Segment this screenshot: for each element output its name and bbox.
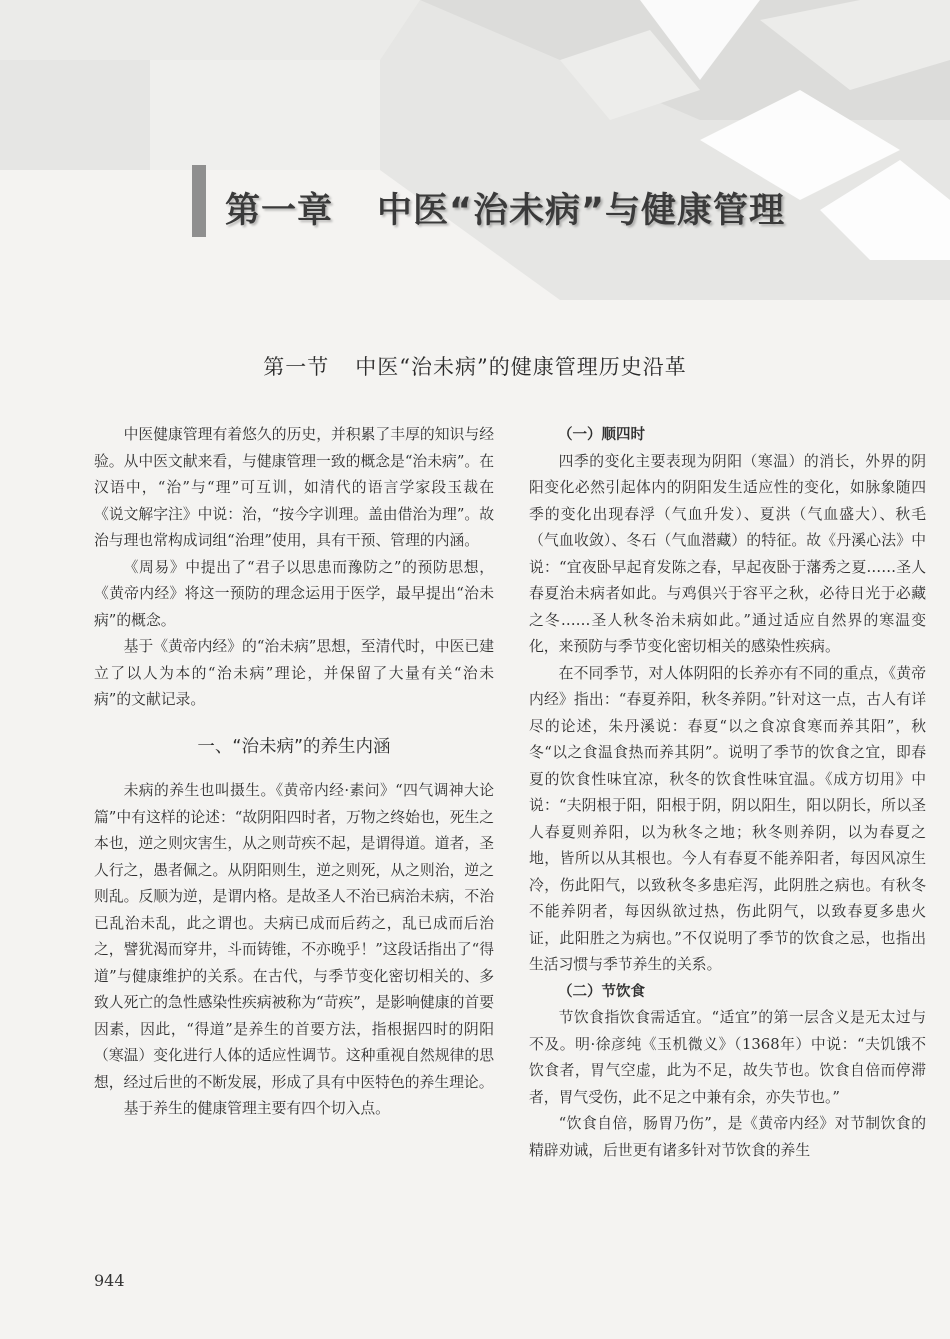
chapter-title (0, 183, 950, 233)
chapter-name: 中医“治未病”与健康管理 (377, 191, 786, 231)
paragraph: 四季的变化主要表现为阴阳（寒温）的消长，外界的阴阳变化必然引起体内的阴阳发生适应性的变化，如脉象随四季的变化出现春浮（气血升发）、夏洪（气血盛大）、秋毛（气血收敛）、冬石（气血潜藏）的特征。故《丹溪心法》中说：“宜夜卧早起育发陈之春，早起夜卧于藩秀之夏……圣人春夏治未病者如此。与鸡俱兴于容平之秋，必待日光于必藏之冬……圣人秋冬治未病如此。”通过适应自然界的寒温变化，来预防与季节变化密切相关的感染性疾病。 (529, 452, 926, 655)
paragraph: 基于养生的健康管理主要有四个切入点。 (123, 1100, 390, 1117)
paragraph: 节饮食指饮食需适宜。“适宜”的第一层含义是无太过与不及。明·徐彦纯《玉机微义》（1368年）中说：“夫饥饿不饮食者，胃气空虚，此为不足，故失节也。饮食自倍而停滞者，胃气受伤，此不足之中兼有余，亦失节也。” (529, 1009, 926, 1106)
decorative-geometric-shapes (0, 0, 950, 340)
paragraph: 基于《黄帝内经》的“治未病”思想，至清代时，中医已建立了以人为本的“治未病”理论，并保留了大量有关“治未病”的文献记录。 (94, 638, 494, 708)
paragraph: “饮食自倍，肠胃乃伤”，是《黄帝内经》对节制饮食的精辟劝诫，后世更有诸多针对节饮食的养生 (529, 1115, 926, 1159)
minor-heading: （一）顺四时 (558, 427, 645, 443)
subheading: 一、“治未病”的养生内涵 (197, 736, 391, 757)
left-column (94, 422, 494, 1123)
paragraph: 未病的养生也叫摄生。《黄帝内经·素问》“四气调神大论篇”中有这样的论述：“故阴阳四时者，万物之终始也，死生之本也，逆之则灾害生，从之则苛疾不起，是谓得道。道者，圣人行之，愚者佩之。从阴阳则生，逆之则死，从之则治，逆之则乱。反顺为逆，是谓内格。是故圣人不治已病治未病，不治已乱治未乱，此之谓也。夫病已成而后药之，乱已成而后治之，譬犹渴而穿井，斗而铸锥，不亦晚乎！”这段话指出了“得道”与健康维护的关系。在古代，与季节变化密切相关的、多致人死亡的急性感染性疾病被称为“苛疾”，是影响健康的首要因素，因此，“得道”是养生的首要方法，指根据四时的阴阳（寒温）变化进行人体的适应性调节。这种重视自然规律的思想，经过后世的不断发展，形成了具有中医特色的养生理论。 (94, 782, 494, 1091)
right-column (529, 422, 926, 1164)
section-prefix: 第一节 (263, 355, 330, 379)
paragraph: 在不同季节，对人体阴阳的长养亦有不同的重点，《黄帝内经》指出：“春夏养阳，秋冬养阴。”针对这一点，古人有详尽的论述，朱丹溪说：春夏“以之食凉食寒而养其阳”，秋冬“以之食温食热而养其阴”。说明了季节的饮食之宜，即春夏的饮食性味宜凉，秋冬的饮食性味宜温。《成方切用》中说：“夫阴根于阳，阳根于阴，阴以阳生，阳以阴长，所以圣人春夏则养阳，以为秋冬之地；秋冬则养阴，以为春夏之地，皆所以从其根也。今人有春夏不能养阳者，每因风凉生冷，伤此阳气，以致秋冬多患疟泻，此阴胜之病也。有秋冬不能养阴者，每因纵欲过热，伤此阴气，以致春夏多患火证，此阳胜之为病也。”不仅说明了季节的饮食之忌，也指出生活习惯与季节养生的关系。 (529, 664, 926, 973)
minor-heading: （二）节饮食 (558, 983, 645, 1000)
section-title (0, 351, 950, 381)
chapter-prefix: 第一章 (224, 191, 333, 231)
page-number: 944 (94, 1271, 125, 1290)
paragraph: 《周易》中提出了“君子以思患而豫防之”的预防思想，《黄帝内经》将这一预防的理念运用于医学，最早提出“治未病”的概念。 (94, 558, 494, 629)
section-name: 中医“治未病”的健康管理历史沿革 (355, 355, 687, 379)
paragraph: 中医健康管理有着悠久的历史，并积累了丰厚的知识与经验。从中医文献来看，与健康管理一致的概念是“治未病”。在汉语中，“治”与“理”可互训，如清代的语言学家段玉裁在《说文解字注》中说：治，“按今字训理。盖由借治为理”。故治与理也常构成词组“治理”使用，具有干预、管理的内涵。 (94, 426, 494, 549)
